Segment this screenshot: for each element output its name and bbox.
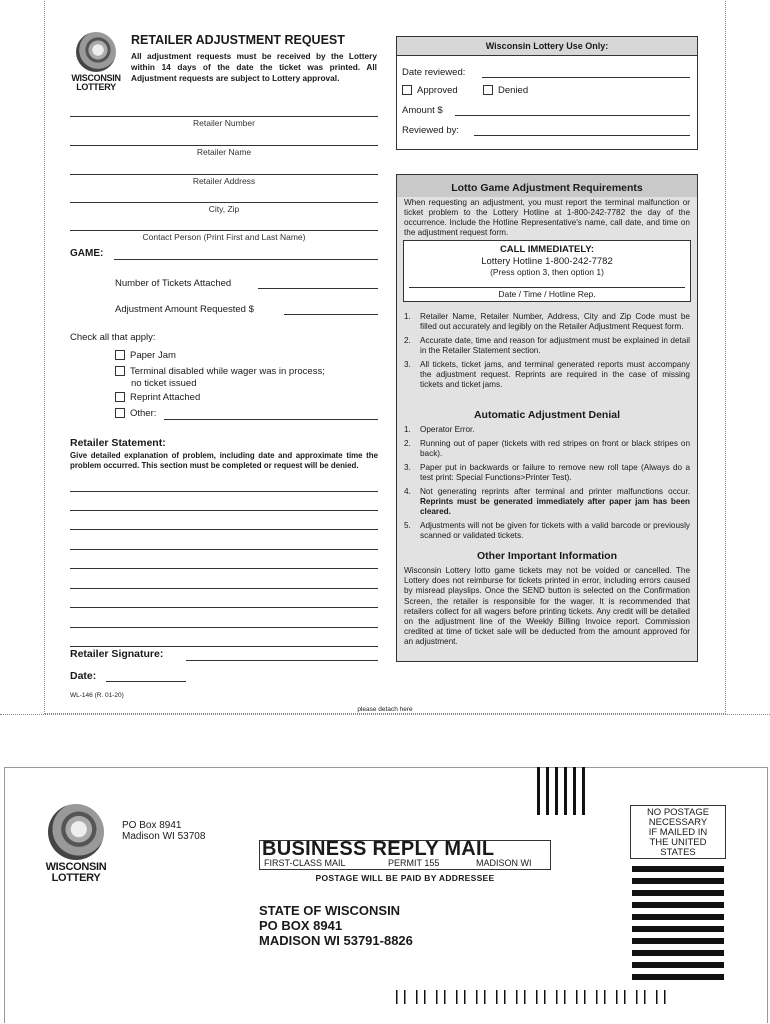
paper-jam-label: Paper Jam [130,350,176,361]
other-label: Other: [130,408,157,419]
retailer-name-label: Retailer Name [196,147,252,157]
envelope-logo-word-1: WISCONSIN [45,861,107,873]
postage-bars-icon [632,866,724,986]
list-item: 3. All tickets, ticket jams, and terminal generated reports must accompany the adjustment request. Reprints are required in the case of missing tickets and ticket jams. [404,360,690,389]
lottery-logo [68,32,124,92]
no-postage-box: NO POSTAGE NECESSARY IF MAILED IN THE UNITED STATES [630,805,726,859]
city-zip-label: City, Zip [208,204,240,214]
date-field[interactable] [106,681,186,682]
statement-lines[interactable] [70,491,378,647]
approved-checkbox[interactable] [402,85,412,95]
other-checkbox[interactable] [115,408,125,418]
detach-note: please detach here [357,706,413,713]
return-address-2: Madison WI 53708 [122,831,206,842]
logo-word-1: WISCONSIN [71,73,121,83]
fim-barcode-icon [537,767,587,815]
reprint-checkbox[interactable] [115,392,125,402]
date-reviewed-label: Date reviewed: [402,67,466,78]
requirements-title: Lotto Game Adjustment Requirements [451,182,643,194]
other-field[interactable] [164,419,378,420]
paper-jam-checkbox[interactable] [115,350,125,360]
date-label: Date: [70,670,97,682]
postal-barcode-tall-icon [396,990,666,1004]
brm-class: FIRST-CLASS MAIL [264,858,346,868]
retailer-name-field[interactable] [70,145,378,146]
option-paper-jam[interactable] [115,350,176,361]
adjustment-amount-label: Adjustment Amount Requested $ [115,304,254,315]
terminal-disabled-label-1: Terminal disabled while wager was in process; [130,366,325,377]
denied-label: Denied [498,85,529,96]
datetime-label: Date / Time / Hotline Rep. [498,289,596,299]
other-info-title: Other Important Information [477,550,617,562]
other-info-text: Wisconsin Lottery lotto game tickets may not be voided or cancelled. The Lottery does not reimburse for tickets printed in error, including errors caused by misread playslips. Once the SEND button is selected on the Confirmation Screen, the retailer is responsible for the wager. It is recommended that retailers collect for all wagers before printing tickets. Any credit will be detailed on the adjustment line of the Weekly Billing Invoice report. Commission credited at time of ticket sale will be deducted from the amount approved for an adjustment. [404,566,690,647]
game-label: GAME: [70,248,104,259]
brm-title: BUSINESS REPLY MAIL [262,838,495,860]
denied-checkbox[interactable] [483,85,493,95]
option-reprint[interactable] [115,392,200,403]
tickets-attached-label: Number of Tickets Attached [115,278,232,289]
call-immediately: CALL IMMEDIATELY: [499,244,595,255]
list-item: 3. Paper put in backwards or failure to remove new roll tape (Always do a test print: Special Functions>Printer Test). [404,463,690,482]
press-option: (Press option 3, then option 1) [490,267,604,277]
option-other[interactable] [115,408,156,419]
requirements-text: When requesting an adjustment, you must report the terminal malfunction or ticket problem to the Lottery Hotline at 1-800-242-7782 the day of the occurrence. Include the Hotline Representative's name, call date, and time on the adjustment request form. [404,198,690,237]
list-item: 1. Operator Error. [404,425,475,434]
form-title: RETAILER ADJUSTMENT REQUEST [131,33,345,47]
list-item: 2. Accurate date, time and reason for adjustment must be explained in detail in the Retailer Statement section. [404,336,690,355]
envelope-logo-word-2: LOTTERY [51,872,101,884]
signature-label: Retailer Signature: [70,648,164,660]
recipient-address-1: STATE OF WISCONSIN [259,903,401,918]
amount-label: Amount $ [402,105,443,116]
statement-note: Give detailed explanation of problem, including date and approximate time the problem occurred. This section must be completed or request will be denied. [70,451,378,470]
list-item: 5. Adjustments will not be given for tickets with a valid barcode or previously scanned or validated tickets. [404,521,690,540]
contact-person-label: Contact Person (Print First and Last Name) [142,232,306,242]
retailer-number-label: Retailer Number [193,118,255,128]
form-code: WL-146 (R. 01-20) [70,692,124,699]
list-item: 4. Not generating reprints after terminal and printer malfunctions occur. Reprints must be generated immediately after paper jam has been cleared. [404,487,690,516]
recipient-address-2: PO BOX 8941 [259,918,343,933]
retailer-number-field[interactable] [70,116,378,117]
envelope-logo-disc-icon [48,804,104,860]
list-item: 1. Retailer Name, Retailer Number, Address, City and Zip Code must be filled out accurately and legibly on the Retailer Adjustment Request form. [404,312,690,331]
return-address-1: PO Box 8941 [122,820,182,831]
terminal-disabled-label-2: no ticket issued [131,378,197,389]
adjustment-amount-field[interactable] [284,314,378,315]
retailer-address-field[interactable] [70,174,378,175]
brm-permit: PERMIT 155 [388,858,440,868]
terminal-disabled-checkbox[interactable] [115,366,125,376]
detach-line [0,714,770,715]
denial-title: Automatic Adjustment Denial [473,409,621,421]
requirements-list [404,312,690,394]
logo-disc-icon [76,32,116,72]
statement-title: Retailer Statement: [70,437,166,449]
amount-field[interactable] [455,115,690,116]
envelope-logo [40,804,112,884]
option-terminal-disabled[interactable] [115,366,325,390]
contact-person-field[interactable] [70,230,378,231]
reviewed-by-field[interactable] [474,135,690,136]
datetime-field[interactable] [409,287,685,288]
logo-word-2: LOTTERY [76,82,116,92]
approved-option[interactable] [402,85,458,96]
retailer-address-label: Retailer Address [192,176,256,186]
list-item: 2. Running out of paper (tickets with red stripes on front or black stripes on back). [404,439,690,458]
form-intro: All adjustment requests must be received by the Lottery within 14 days of the date the ticket was printed. All Adjustment requests are subject to Lottery approval. [131,51,377,83]
signature-field[interactable] [186,660,378,661]
check-all-label: Check all that apply: [70,332,156,343]
date-reviewed-field[interactable] [482,77,690,78]
tickets-attached-field[interactable] [258,288,378,289]
denial-list [404,425,690,545]
game-field[interactable] [114,259,378,260]
reprint-label: Reprint Attached [130,392,201,403]
postage-paid: POSTAGE WILL BE PAID BY ADDRESSEE [315,873,495,883]
hotline-number: Lottery Hotline 1-800-242-7782 [481,256,613,267]
approved-label: Approved [417,85,458,96]
reviewed-by-label: Reviewed by: [402,125,460,136]
denied-option[interactable] [483,85,528,96]
city-zip-field[interactable] [70,202,378,203]
use-only-title: Wisconsin Lottery Use Only: [397,37,697,56]
brm-city: MADISON WI [476,858,532,868]
recipient-address-3: MADISON WI 53791-8826 [259,933,413,948]
